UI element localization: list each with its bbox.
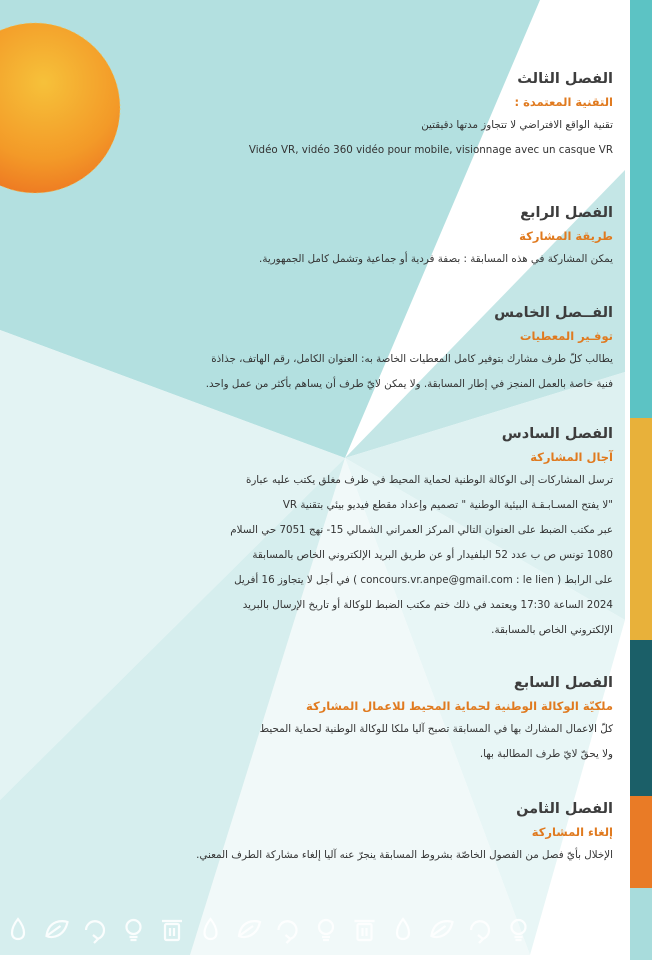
leaf-icon [47, 921, 68, 937]
leaf-icon [432, 921, 453, 937]
drop-icon [397, 919, 409, 939]
drop-icon [12, 919, 24, 939]
section-8 [40, 798, 613, 868]
section-subtitle: إلغاء المشاركة [531, 825, 613, 839]
bin-icon [162, 921, 182, 940]
section-5 [40, 302, 613, 397]
section-text-line: كلّ الاعمال المشارك بها في المسابقة تصبح آليا ملكا للوكالة الوطنية لحماية المحيط [259, 723, 613, 735]
section-title: الفصل السادس [501, 426, 613, 442]
recycle-icon [279, 921, 297, 943]
recycle-icon [471, 921, 489, 943]
section-title: الفصل الرابع [520, 205, 613, 221]
section-title: الفصل الثامن [516, 801, 613, 817]
section-text-line: Vidéo VR, vidéo 360 vidéo pour mobile, visionnage avec un casque VR [248, 144, 613, 156]
drop-icon [590, 919, 602, 939]
color-stripe-dark-teal [630, 640, 652, 796]
color-stripe-teal [630, 0, 652, 418]
leaf-icon [239, 921, 260, 937]
section-4 [40, 202, 613, 272]
section-text-line: عبر مكتب الضبط على العنوان التالي المركز العمراني الشمالي 15- نهج 7051 حي السلام [230, 524, 613, 536]
section-text-line: ترسل المشاركات إلى الوكالة الوطنية لحماية المحيط في ظرف مغلق يكتب عليه عبارة [245, 474, 613, 486]
bulb-icon [512, 920, 526, 940]
color-stripe-orange [630, 796, 652, 888]
section-title: الفصل السابع [513, 675, 613, 691]
section-text-line: يطالب كلّ طرف مشارك بتوفير كامل المعطيات الخاصة به: العنوان الكامل، رقم الهاتف، جذاذة [211, 353, 613, 365]
bulb-icon [127, 920, 141, 940]
section-3 [40, 68, 613, 163]
recycle-icon [86, 921, 104, 943]
color-stripe-light-teal [630, 888, 652, 960]
section-text-line: على الرابط ( concours.vr.anpe@gmail.com : le lien ) في أجل لا يتجاوز 16 أفريل [234, 574, 613, 586]
section-7 [40, 672, 613, 767]
bin-icon [355, 921, 375, 940]
section-text-line: يمكن المشاركة في هذه المسابقة : بصفة فردية أو جماعية وتشمل كامل الجمهورية. [259, 253, 613, 265]
section-text-line: 1080 تونس ص ب عدد 52 البلفيدار أو عن طريق البريد الإلكتروني الخاص بالمسابقة [252, 549, 613, 561]
section-6 [40, 423, 613, 643]
footer-icon-row [0, 905, 625, 955]
section-subtitle: طريقة المشاركة [519, 229, 613, 243]
section-text-line: "لا يفتح المسـابـقـة البيئية الوطنية " تصميم وإعداد مقطع فيديو بيئي بتقنية VR [282, 499, 613, 511]
section-subtitle: توفـير المعطيات [519, 329, 613, 343]
bulb-icon [319, 920, 333, 940]
section-text-line: تقنية الواقع الافتراضي لا تتجاوز مدتها دقيقتين [421, 119, 613, 131]
section-subtitle: ملكيّة الوكالة الوطنية لحماية المحيط للاعمال المشاركة [305, 699, 613, 713]
section-title: الفــصل الخامس [494, 305, 613, 321]
color-stripe-yellow [630, 418, 652, 640]
section-subtitle: التقنية المعتمدة : [514, 95, 613, 109]
section-text-line: ولا يحقّ لايّ طرف المطالبة بها. [479, 748, 613, 760]
drop-icon [205, 919, 217, 939]
section-subtitle: آجال المشاركة [530, 450, 613, 464]
section-title: الفصل الثالث [517, 71, 613, 87]
section-text-line: الإلكتروني الخاص بالمسابقة. [491, 624, 613, 636]
section-text-line: الإخلال بأيّ فصل من الفصول الخاصّة بشروط المسابقة ينجرّ عنه آليا إلغاء مشاركة الطرف المعني. [196, 849, 613, 861]
section-text-line: 2024 الساعة 17:30 ويعتمد في ذلك ختم مكتب الضبط للوكالة أو تاريخ الإرسال بالبريد [242, 599, 613, 611]
section-text-line: فنية خاصة بالعمل المنجز في إطار المسابقة. ولا يمكن لايّ طرف أن يساهم بأكثر من عمل واحد. [205, 378, 613, 390]
bin-icon [547, 921, 567, 940]
